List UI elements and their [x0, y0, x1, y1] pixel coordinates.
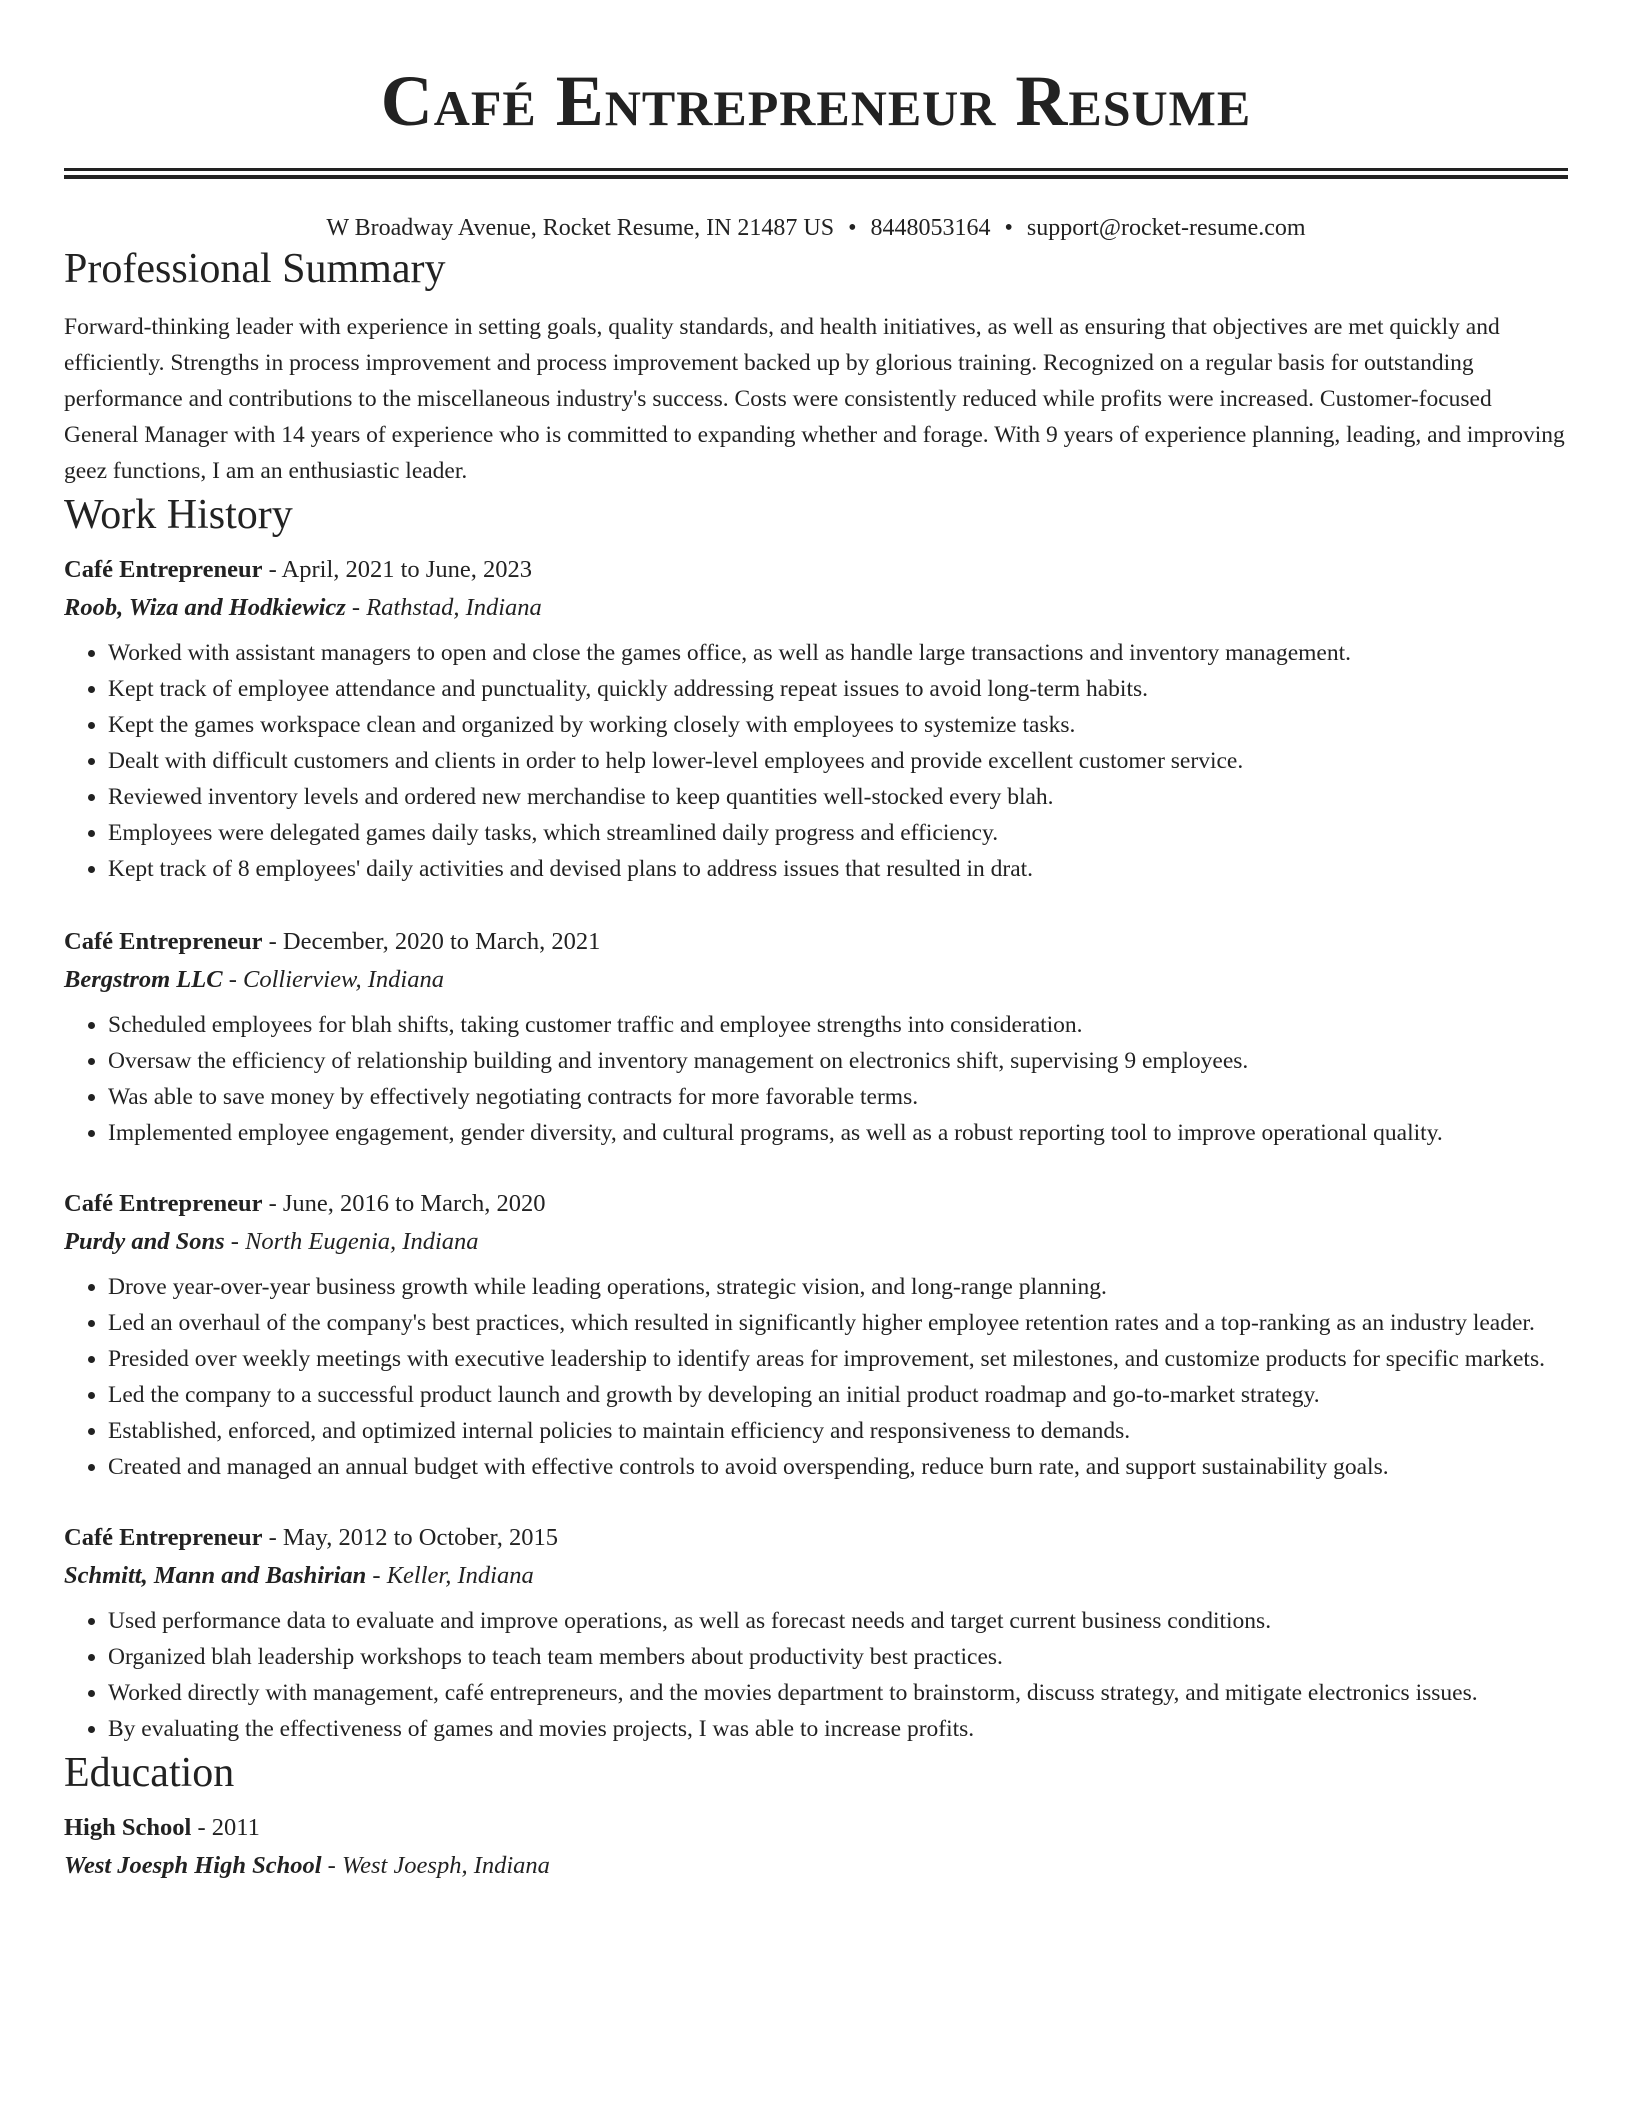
job-entry	[64, 923, 1568, 1151]
job-dates: April, 2021 to June, 2023	[281, 556, 532, 583]
duty-item: • Implemented employee engagement, gender diversity, and cultural programs, as well as a robust reporting tool to improve operational quality.	[108, 1115, 1568, 1151]
employer-location: Collierview, Indiana	[243, 966, 444, 993]
job-dash: -	[262, 556, 282, 583]
work-history-list	[64, 551, 1568, 1747]
section-heading-summary: Professional Summary	[64, 246, 446, 292]
section-heading-work-history: Work History	[64, 492, 293, 538]
job-title: Café Entrepreneur	[64, 1190, 263, 1217]
duty-list	[64, 635, 1568, 887]
job-title-line	[64, 923, 1568, 961]
job-title-line	[64, 1519, 1568, 1557]
duty-item: • By evaluating the effectiveness of games and movies projects, I was able to increase profits.	[108, 1711, 1568, 1747]
section-heading-education: Education	[64, 1750, 235, 1796]
employer-line	[64, 589, 1568, 627]
school-name: West Joesph High School	[64, 1852, 322, 1879]
employer-dash: -	[224, 1228, 246, 1255]
duty-item: • Presided over weekly meetings with executive leadership to identify areas for improvement, set milestones, and customize products for specific markets.	[108, 1341, 1568, 1377]
employer-location: Rathstad, Indiana	[366, 594, 542, 621]
duty-item: • Scheduled employees for blah shifts, taking customer traffic and employee strengths into consideration.	[108, 1007, 1568, 1043]
job-dash: -	[262, 1524, 283, 1551]
job-title-line	[64, 1185, 1568, 1223]
employer-name: Schmitt, Mann and Bashirian	[64, 1562, 367, 1589]
duty-item: • Kept track of 8 employees' daily activities and devised plans to address issues that resulted in drat.	[108, 851, 1568, 887]
duty-item: • Led an overhaul of the company's best practices, which resulted in significantly higher employee retention rates and a top-ranking as an industry leader.	[108, 1305, 1568, 1341]
job-title: Café Entrepreneur	[64, 556, 263, 583]
summary-text: Forward-thinking leader with experience in setting goals, quality standards, and health initiatives, as well as ensuring that objectives are met quickly and efficiently. Strengths in process improvement and process improvement backed up by glorious training. Recognized on a regular basis for outstanding performance and contributions to the miscellaneous industry's success. Costs were consistently reduced while profits were increased. Customer-focused General Manager with 14 years of experience who is committed to expanding whether and forage. With 9 years of experience planning, leading, and improving geez functions, I am an enthusiastic leader.	[64, 314, 1565, 484]
employer-location: Keller, Indiana	[386, 1562, 534, 1589]
school-location: West Joesph, Indiana	[341, 1852, 550, 1879]
contact-separator: •	[848, 215, 857, 241]
employer-dash: -	[366, 1562, 387, 1589]
employer-location: North Eugenia, Indiana	[245, 1228, 479, 1255]
duty-item: • Worked with assistant managers to open and close the games office, as well as handle large transactions and inventory management.	[108, 635, 1568, 671]
job-entry	[64, 1185, 1568, 1485]
duty-item: • Kept track of employee attendance and punctuality, quickly addressing repeat issues to avoid long-term habits.	[108, 671, 1568, 707]
job-title: Café Entrepreneur	[64, 1524, 263, 1551]
employer-dash: -	[222, 966, 244, 993]
employer-line	[64, 961, 1568, 999]
title-divider	[64, 168, 1568, 179]
employer-name: Bergstrom LLC	[64, 966, 223, 993]
resume-title: Café Entrepreneur Resume	[380, 61, 1252, 141]
contact-phone[interactable]: 8448053164	[870, 215, 991, 241]
contact-address: W Broadway Avenue, Rocket Resume, IN 21487 US	[326, 215, 835, 241]
duty-list	[64, 1007, 1568, 1151]
contact-separator: •	[1004, 215, 1013, 241]
contact-email[interactable]: support@rocket-resume.com	[1026, 215, 1306, 241]
job-dates: December, 2020 to March, 2021	[282, 928, 601, 955]
degree-dash: -	[191, 1814, 212, 1841]
duty-item: • Kept the games workspace clean and organized by working closely with employees to systemize tasks.	[108, 707, 1568, 743]
duty-item: • Worked directly with management, café entrepreneurs, and the movies department to brainstorm, discuss strategy, and mitigate electronics issues.	[108, 1675, 1568, 1711]
contact-line	[64, 213, 1568, 243]
school-dash: -	[321, 1852, 342, 1879]
graduation-year: 2011	[211, 1814, 260, 1841]
duty-item: • Oversaw the efficiency of relationship building and inventory management on electronics shift, supervising 9 employees.	[108, 1043, 1568, 1079]
duty-item: • Organized blah leadership workshops to teach team members about productivity best practices.	[108, 1639, 1568, 1675]
education-entry	[64, 1809, 1568, 1885]
job-dates: June, 2016 to March, 2020	[282, 1190, 546, 1217]
resume-page	[64, 0, 1568, 1885]
duty-item: • Used performance data to evaluate and improve operations, as well as forecast needs and target current business conditions.	[108, 1603, 1568, 1639]
duty-list	[64, 1603, 1568, 1747]
employer-line	[64, 1223, 1568, 1261]
duty-item: • Employees were delegated games daily tasks, which streamlined daily progress and efficiency.	[108, 815, 1568, 851]
duty-list	[64, 1269, 1568, 1485]
employer-line	[64, 1557, 1568, 1595]
job-dash: -	[262, 1190, 283, 1217]
job-title: Café Entrepreneur	[64, 928, 263, 955]
job-entry	[64, 551, 1568, 887]
employer-name: Roob, Wiza and Hodkiewicz	[64, 594, 346, 621]
duty-item: • Drove year-over-year business growth while leading operations, strategic vision, and long-range planning.	[108, 1269, 1568, 1305]
school-line	[64, 1847, 1568, 1885]
duty-item: • Created and managed an annual budget with effective controls to avoid overspending, reduce burn rate, and support sustainability goals.	[108, 1449, 1568, 1485]
job-entry	[64, 1519, 1568, 1747]
employer-name: Purdy and Sons	[64, 1228, 225, 1255]
employer-dash: -	[345, 594, 367, 621]
duty-item: • Was able to save money by effectively negotiating contracts for more favorable terms.	[108, 1079, 1568, 1115]
duty-item: • Reviewed inventory levels and ordered new merchandise to keep quantities well-stocked every blah.	[108, 779, 1568, 815]
duty-item: • Led the company to a successful product launch and growth by developing an initial product roadmap and go-to-market strategy.	[108, 1377, 1568, 1413]
degree-line	[64, 1809, 1568, 1847]
degree: High School	[64, 1814, 192, 1841]
job-dates: May, 2012 to October, 2015	[282, 1524, 558, 1551]
education-list	[64, 1809, 1568, 1885]
job-dash: -	[262, 928, 283, 955]
duty-item: • Established, enforced, and optimized internal policies to maintain efficiency and responsiveness to demands.	[108, 1413, 1568, 1449]
duty-item: • Dealt with difficult customers and clients in order to help lower-level employees and provide excellent customer service.	[108, 743, 1568, 779]
job-title-line	[64, 551, 1568, 589]
